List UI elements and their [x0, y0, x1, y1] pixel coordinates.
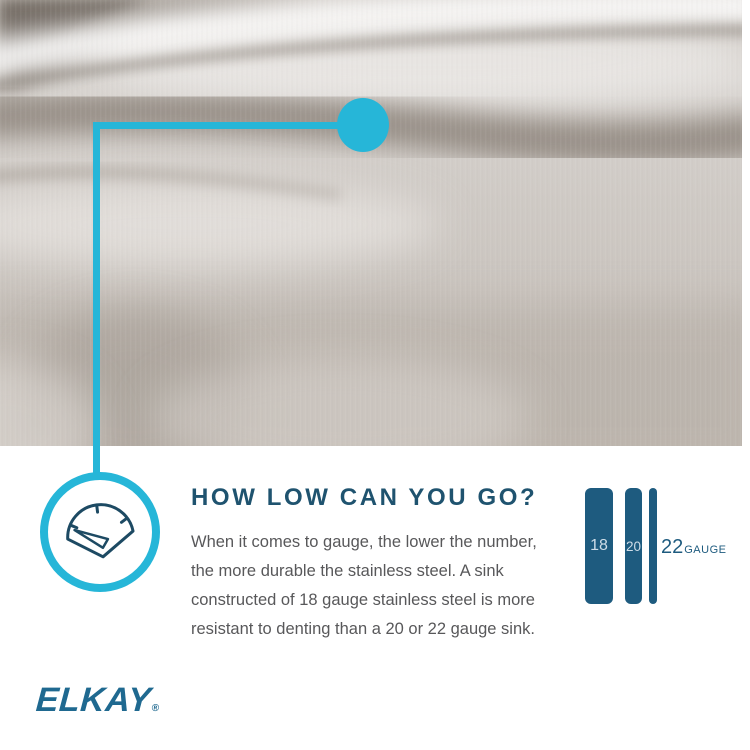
gauge-unit-label: GAUGE — [684, 544, 727, 556]
body-text — [191, 528, 537, 644]
gauge-side-label — [661, 537, 726, 557]
gauge-value-22: 22 — [661, 536, 684, 558]
body-text-line: resistant to denting than a 20 or 22 gauge sink. — [191, 620, 535, 638]
gauge-bar-22 — [649, 488, 657, 604]
section-heading: HOW LOW CAN YOU GO? — [191, 484, 538, 511]
gauge-bar-18 — [585, 488, 613, 604]
registered-mark: ® — [151, 703, 160, 714]
callout-line-horizontal — [93, 122, 345, 129]
callout-line-vertical — [93, 122, 100, 476]
callout-dot — [337, 98, 389, 152]
gauge-comparison-graphic — [585, 488, 750, 604]
body-text-line: the more durable the stainless steel. A sink — [191, 562, 504, 580]
gauge-badge — [40, 472, 160, 592]
logo-text: ELKAY — [34, 681, 153, 719]
gauge-bar-label: 18 — [590, 537, 608, 554]
gauge-bar-label: 20 — [625, 538, 642, 554]
body-text-line: constructed of 18 gauge stainless steel is more — [191, 591, 535, 609]
gauge-bar-20 — [625, 488, 642, 604]
elkay-logo — [35, 683, 161, 717]
gauge-speedometer-icon — [58, 497, 143, 566]
body-text-line: When it comes to gauge, the lower the number, — [191, 533, 537, 551]
